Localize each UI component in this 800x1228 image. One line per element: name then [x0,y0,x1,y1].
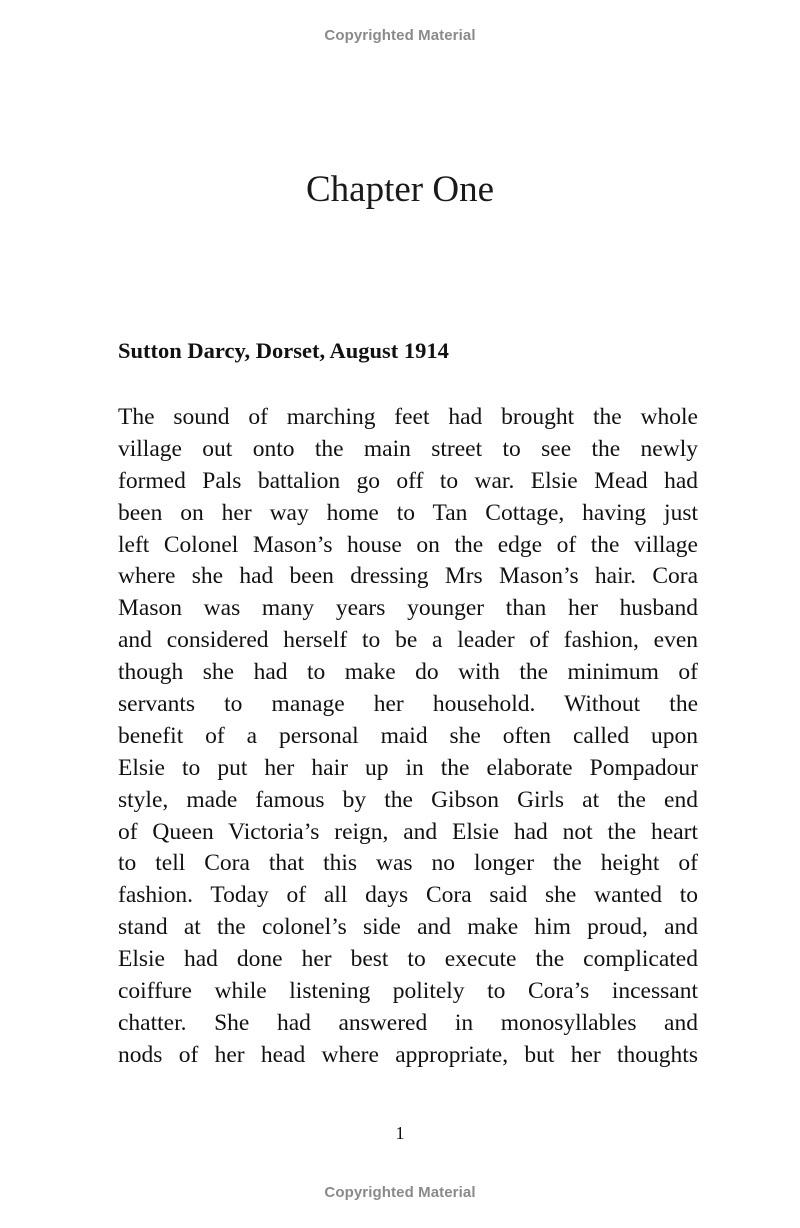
text-line: where she had been dressing Mrs Mason’s hair. Cora [118,563,698,590]
text-line: Elsie had done her best to execute the complicated [118,946,698,973]
text-line: benefit of a personal maid she often called upon [118,722,698,749]
text-line: coiffure while listening politely to Cora’s incessant [118,978,698,1005]
text-line: nods of her head where appropriate, but her thoughts [118,1041,698,1068]
text-line: style, made famous by the Gibson Girls at the end [118,786,698,813]
text-line: village out onto the main street to see the newly [118,435,698,462]
page-number: 1 [395,1123,405,1143]
text-line: of Queen Victoria’s reign, and Elsie had not the heart [118,818,698,845]
section-heading: Sutton Darcy, Dorset, August 1914 [118,338,449,363]
text-line: to tell Cora that this was no longer the height of [118,850,698,877]
copyright-watermark-top: Copyrighted Material [324,27,476,44]
text-line: formed Pals battalion go off to war. Elsie Mead had [118,467,698,494]
text-line: Elsie to put her hair up in the elaborate Pompadour [118,754,698,781]
copyright-watermark-bottom: Copyrighted Material [324,1184,476,1201]
body-paragraph [118,402,698,1072]
text-line: been on her way home to Tan Cottage, having just [118,499,698,526]
text-line: servants to manage her household. Without the [118,691,698,718]
text-line: Mason was many years younger than her husband [118,595,698,622]
text-line: fashion. Today of all days Cora said she wanted to [118,882,698,909]
text-line: The sound of marching feet had brought the whole [118,404,698,430]
text-line: and considered herself to be a leader of fashion, even [118,627,698,654]
text-line: though she had to make do with the minimum of [118,659,698,686]
text-line: chatter. She had answered in monosyllables and [118,1009,698,1036]
text-line: stand at the colonel’s side and make him proud, and [118,914,698,941]
chapter-title: Chapter One [305,169,495,210]
text-line: left Colonel Mason’s house on the edge of the village [118,531,698,558]
